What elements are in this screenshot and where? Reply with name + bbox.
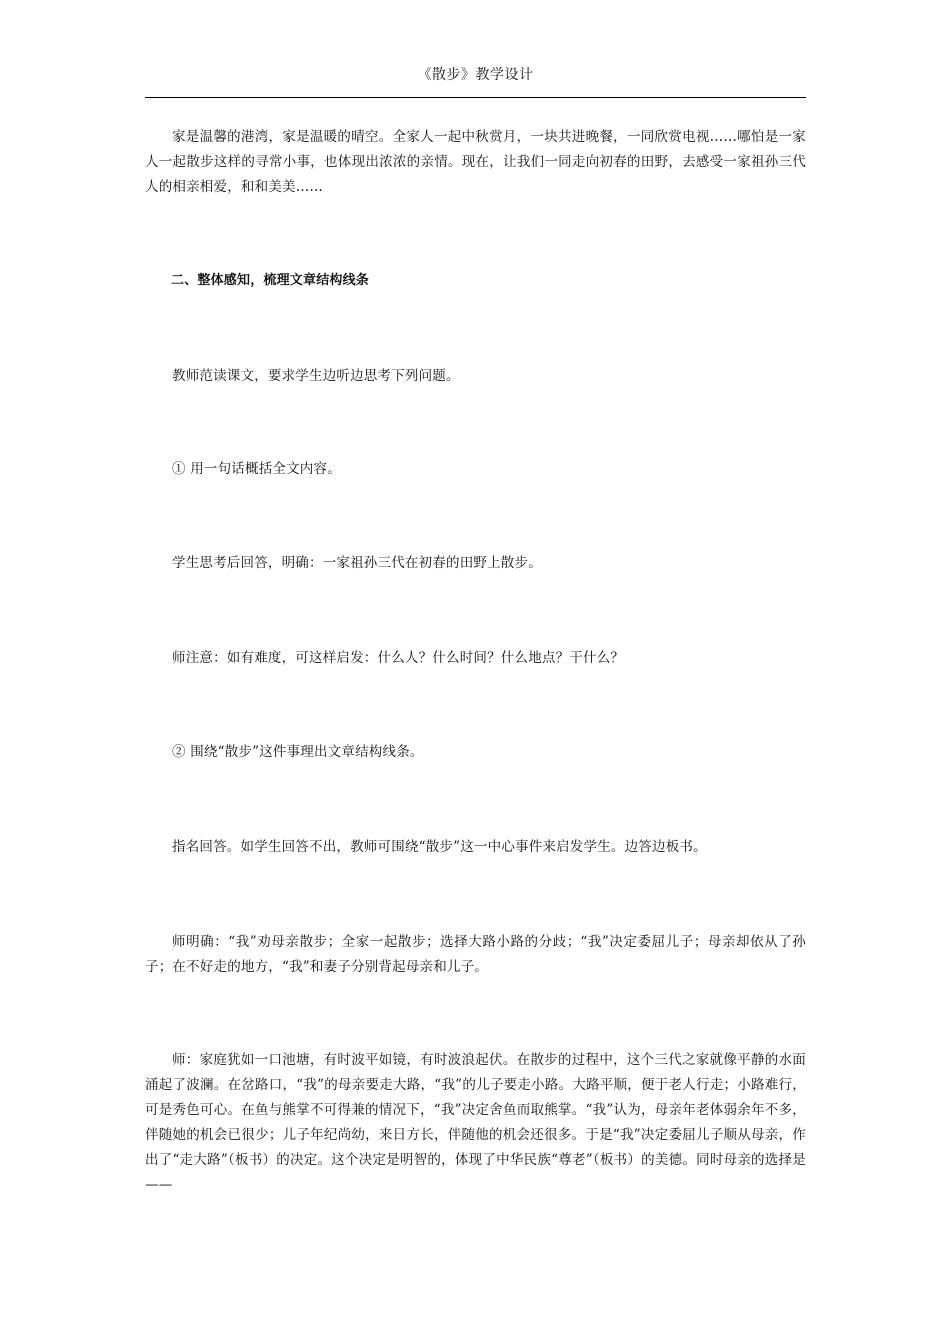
question-2: ② 围绕“散步”这件事理出文章结构线条。 bbox=[172, 744, 424, 760]
teacher-reading-paragraph: 教师范读课文，要求学生边听边思考下列问题。 bbox=[172, 368, 460, 384]
answer-1: 学生思考后回答，明确：一家祖孙三代在初春的田野上散步。 bbox=[172, 555, 542, 571]
teacher-note: 师注意：如有难度，可这样启发：什么人？什么时间？什么地点？干什么？ bbox=[172, 650, 625, 666]
header-divider bbox=[145, 97, 806, 98]
clarify-paragraph: 师明确：“我”劝母亲散步；全家一起散步；选择大路小路的分歧；“我”决定委屈儿子；母亲却依从了孙子；在不好走的地方，“我”和妻子分别背起母亲和儿子。 bbox=[145, 934, 806, 975]
section-heading: 二、整体感知，梳理文章结构线条 bbox=[171, 273, 370, 288]
teacher-talk-paragraph: 师：家庭犹如一口池塘，有时波平如镜，有时波浪起伏。在散步的过程中，这个三代之家就像平静的水面涌起了波澜。在岔路口，“我”的母亲要走大路，“我”的儿子要走小路。大路平顺，便于老人行走；小路难行，可是秀色可心。在鱼与熊掌不可得兼的情况下，“我”决定舍鱼而取熊掌。“我”认为，母亲年老体弱余年不多，伴随她的机会已很少；儿子年纪尚幼，来日方长，伴随他的机会还很多。于是“我”决定委屈儿子顺从母亲，作出了“走大路”（板书）的决定。这个决定是明智的，体现了中华民族“尊老”（板书）的美德。同时母亲的选择是—— bbox=[145, 1052, 806, 1193]
question-1: ① 用一句话概括全文内容。 bbox=[172, 461, 341, 477]
answer-2: 指名回答。如学生回答不出，教师可围绕“散步”这一中心事件来启发学生。边答边板书。 bbox=[172, 839, 707, 855]
intro-paragraph: 家是温馨的港湾，家是温暖的晴空。全家人一起中秋赏月，一块共进晚餐，一同欣赏电视……哪怕是一家人一起散步这样的寻常小事，也体现出浓浓的亲情。现在，让我们一同走向初春的田野，去感受一家祖孙三代人的相亲相爱，和和美美…… bbox=[145, 129, 806, 195]
page-header-title: 《散步》教学设计 bbox=[417, 67, 534, 83]
